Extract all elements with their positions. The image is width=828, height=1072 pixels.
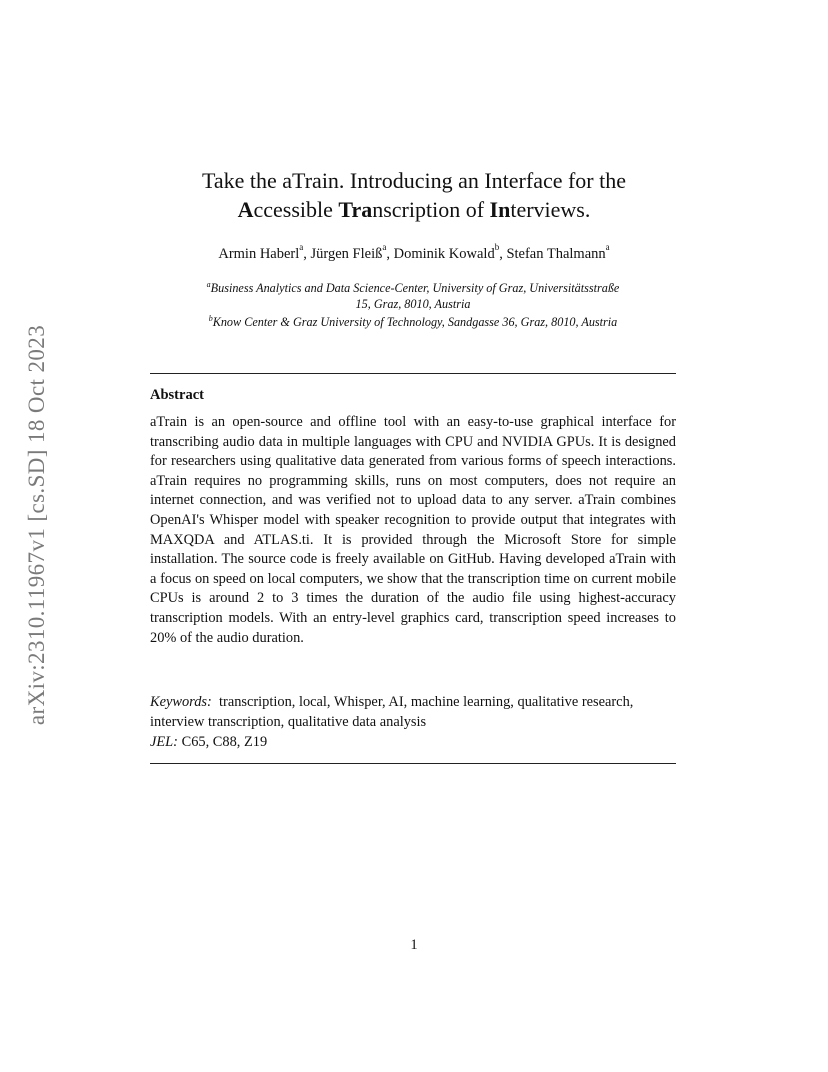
author-name: Stefan Thalmann [506,245,606,262]
paper-title [0,166,828,224]
author-affiliation-mark: a [299,242,304,252]
abstract-body: aTrain is an open-source and offline tool with an easy-to-use graphical interface for transcribing audio data in multiple languages with CPU and NVIDIA GPUs. It is designed for researchers using qualitative data generated from various forms of speech interactions. aTrain requires no programming skills, runs on most computers, does not require an internet connection, and was verified not to upload data to any server. aTrain combines OpenAI's Whisper model with speaker recognition to provide output that integrates with MAXQDA and ATLAS.ti. It is provided through the Microsoft Store for simple installation. The source code is freely available on GitHub. Having developed aTrain with a focus on speed on local computers, we show that the transcription time on current mobile CPUs is around 2 to 3 times the duration of the audio file using highest-accuracy transcription models. With an entry-level graphics card, transcription speed increases to 20% of the audio duration. [150,414,676,646]
author-affiliation-mark: a [605,242,610,252]
page-number: 1 [410,937,418,953]
keywords [150,693,676,732]
jel-text: C65, C88, Z19 [181,734,268,750]
affiliation-a-line-2: 15, Graz, 8010, Austria [355,297,471,312]
author-name: Jürgen Fleiß [310,245,383,262]
abstract-heading: Abstract [150,387,204,403]
affiliation-b [150,311,676,330]
affiliation-b-line: Know Center & Graz University of Technology, Sandgasse 36, Graz, 8010, Austria [212,315,618,330]
title-part: nscription of [372,197,490,222]
keywords-label: Keywords: [150,694,212,710]
title-part: terviews. [510,197,591,222]
bottom-rule [150,763,676,764]
title-part: A [237,197,254,222]
author-list: Armin Haberl$^a$, Jürgen Fleiß$^a$, Dominik Kowald$^b$, Stefan Thalmann$^a$ [218,242,610,262]
title-part: In [489,197,511,222]
author-affiliation-mark: b [494,242,500,252]
arxiv-sidebar [22,290,52,760]
affiliation-a-mark: a [206,280,211,289]
title-part: Tra [338,197,373,222]
top-rule [150,373,676,374]
jel-codes [150,733,676,753]
author-affiliation-mark: a [382,242,387,252]
title-part: ccessible [253,197,339,222]
arxiv-identifier: arXiv:2310.11967v1 [cs.SD] 18 Oct 2023 [24,324,49,726]
affiliation-a [150,277,676,312]
jel-label: JEL: [150,734,178,750]
author-name: Dominik Kowald [393,245,495,262]
title-line-2 [0,195,828,224]
keywords-text: transcription, local, Whisper, AI, machine learning, qualitative research, interview transcription, qualitative data analysis [150,694,634,730]
affiliation-b-mark: b [208,314,213,323]
affiliation-a-line-1: Business Analytics and Data Science-Center, University of Graz, Universitätsstraße [210,281,620,296]
title-line-1: Take the aTrain. Introducing an Interface for the [201,168,627,193]
author-name: Armin Haberl [218,245,300,262]
